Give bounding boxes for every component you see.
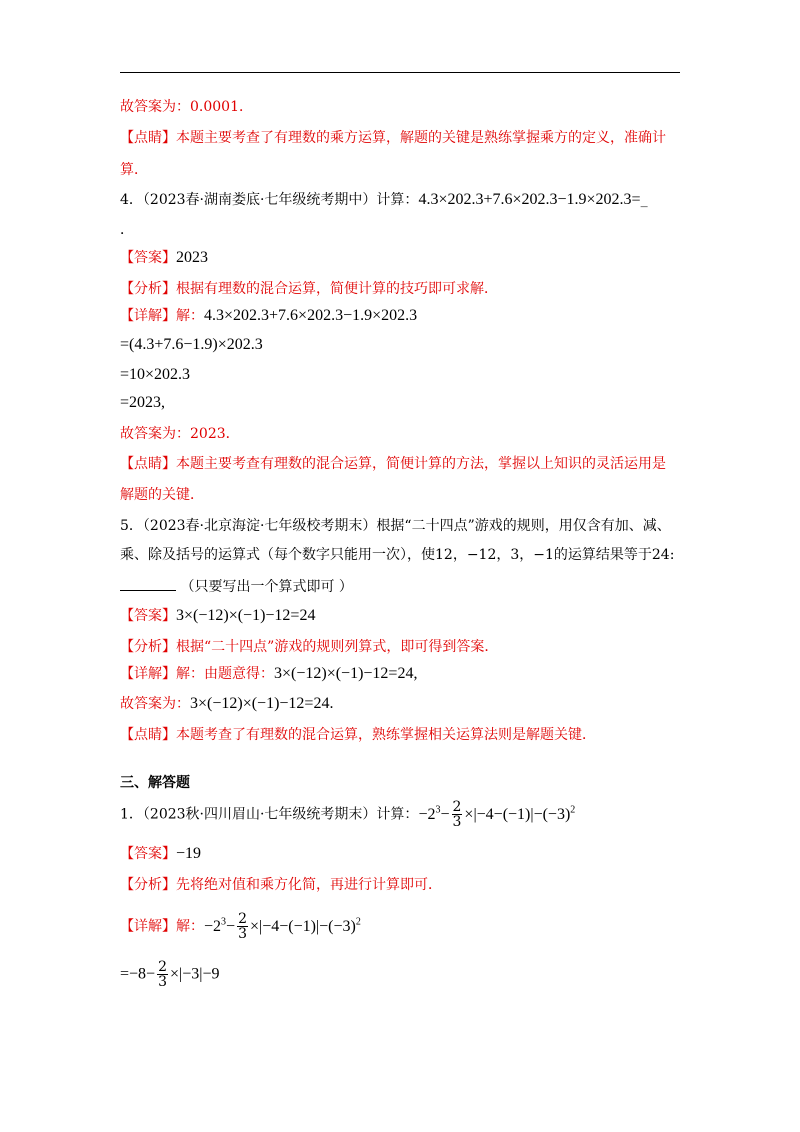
answer-5-final: 故答案为：3×(−12)×(−1)−12=24. xyxy=(120,695,334,712)
section-heading: 三、解答题 xyxy=(120,775,190,791)
answer-line: 故答案为：2023． xyxy=(120,426,240,442)
question-5-blank-line: （只要写出一个算式即可 ） xyxy=(120,576,353,597)
question-4-cont: ． xyxy=(120,222,134,238)
comment-5: 【点睛】本题考查了有理数的混合运算，熟练掌握相关运算法则是解题关键． xyxy=(120,727,596,743)
detail-4-step: =2023, xyxy=(120,394,166,411)
comment-4: 【点睛】本题主要考查有理数的混合运算，简便计算的方法，掌握以上知识的灵活运用是 xyxy=(120,456,666,472)
detail-1-step: =−8− $\frac{2}{3}$ ×|−3|−9 xyxy=(120,959,220,990)
comment-line: 算． xyxy=(120,162,148,178)
detail-4: 【详解】解：4.3×202.3+7.6×202.3−1.9×202.3 xyxy=(120,307,418,324)
detail-4-step: =(4.3+7.6−1.9)×202.3 xyxy=(120,336,263,353)
analysis-4: 【分析】根据有理数的混合运算，简便计算的技巧即可求解． xyxy=(120,281,498,297)
analysis-5: 【分析】根据“二十四点”游戏的规则列算式，即可得到答案． xyxy=(120,639,499,655)
question-1: 1．（2023秋·四川眉山·七年级统考期末）计算：$-2^3-$ $\frac{2}{3}$ $\times|-4-(-1)|-(-3)^2$ xyxy=(120,799,576,830)
header-rule xyxy=(120,72,680,73)
fraction: $\frac{2}{3}$ xyxy=(452,799,462,830)
detail-1: 【详解】解：$-2^3-$ $\frac{2}{3}$ $\times|-4-(-1)|-(-3)^2$ xyxy=(120,911,361,942)
fraction: $\frac{2}{3}$ xyxy=(238,911,247,942)
fraction: $\frac{2}{3}$ xyxy=(158,959,167,990)
question-5: 5．（2023春·北京海淀·七年级校考期末）根据“二十四点”游戏的规则，用仅含有加、减、 xyxy=(120,518,671,534)
detail-4-step: =10×202.3 xyxy=(120,366,191,383)
answer-4: 【答案】2023 xyxy=(120,249,208,266)
comment-line: 【点睛】本题主要考查了有理数的乘方运算，解题的关键是熟练掌握乘方的定义，准确计 xyxy=(120,130,666,146)
question-4: 4．（2023春·湖南娄底·七年级统考期中）计算：4.3×202.3+7.6×202.3−1.9×202.3=_ xyxy=(120,191,648,208)
analysis-1: 【分析】先将绝对值和乘方化简，再进行计算即可． xyxy=(120,877,442,893)
answer-blank xyxy=(120,576,176,591)
answer-1: 【答案】−19 xyxy=(120,845,202,862)
answer-line: 故答案为：0.0001． xyxy=(120,99,253,115)
detail-5: 【详解】解：由题意得：3×(−12)×(−1)−12=24, xyxy=(120,665,418,682)
question-5: 乘、除及括号的运算式（每个数字只能用一次），使12，−12，3，−1的运算结果等于24: xyxy=(120,547,675,563)
answer-5: 【答案】3×(−12)×(−1)−12=24 xyxy=(120,607,316,624)
comment-4: 解题的关键． xyxy=(120,487,204,503)
